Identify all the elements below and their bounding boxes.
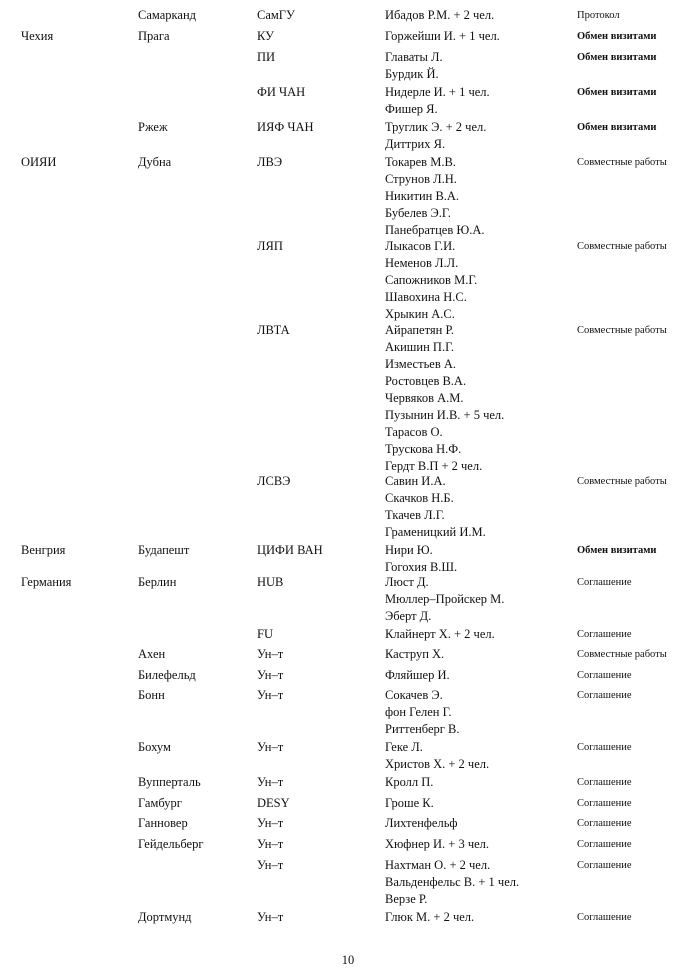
institute-cell: Ун–т [257,816,284,830]
person-name: Каструп Х. [385,647,445,661]
person-name: Сапожников М.Г. [385,273,478,287]
person-name: Эберт Д. [385,609,432,623]
person-name: Мюллер–Пройскер М. [385,592,505,606]
cooperation-form-cell: Обмен визитами [577,122,657,133]
person-name: Ростовцев В.А. [385,374,467,388]
country-cell: Германия [21,575,72,589]
cooperation-form-cell: Соглашение [577,690,632,701]
city-cell: Ржеж [138,120,168,134]
cooperation-form-cell: Соглашение [577,860,632,871]
people-cell [385,739,489,773]
institute-cell: СамГУ [257,8,295,22]
person-name: Никитин В.А. [385,189,460,203]
city-cell: Дубна [138,155,172,169]
country-cell: ОИЯИ [21,155,57,169]
person-name: Шавохина Н.С. [385,290,467,304]
person-name: Червяков А.М. [385,391,464,405]
cooperation-form-cell: Соглашение [577,777,632,788]
person-name: Токарев М.В. [385,155,456,169]
institute-cell: FU [257,627,273,641]
people-cell [385,626,495,643]
institute-cell: Ун–т [257,837,284,851]
city-cell: Бохум [138,740,171,754]
cooperation-form-cell: Соглашение [577,798,632,809]
people-cell [385,542,457,576]
cooperation-form-cell: Соглашение [577,839,632,850]
person-name: Акишин П.Г. [385,340,455,354]
city-cell: Самарканд [138,8,196,22]
person-name: Геке Л. [385,740,423,754]
cooperation-form-cell: Соглашение [577,742,632,753]
city-cell: Берлин [138,575,177,589]
people-cell [385,7,494,24]
people-cell [385,119,486,153]
country-cell: Венгрия [21,543,66,557]
page-number: 10 [341,953,355,967]
person-name: Фишер Я. [385,102,438,116]
institute-cell: Ун–т [257,858,284,872]
institute-cell: Ун–т [257,775,284,789]
cooperation-form-cell: Соглашение [577,629,632,640]
people-cell [385,857,519,908]
person-name: Айрапетян Р. [385,323,454,337]
person-name: Пузынин И.В. + 5 чел. [385,408,505,422]
person-name: Главаты Л. [385,50,443,64]
city-cell: Билефельд [138,668,196,682]
person-name: Лихтенфельф [385,816,458,830]
person-name: Неменов Л.Л. [385,256,459,270]
city-cell: Прага [138,29,170,43]
institute-cell: HUB [257,575,284,589]
institute-cell: ПИ [257,50,276,64]
person-name: Савин И.А. [385,474,446,488]
person-name: Диттрих Я. [385,137,446,151]
people-cell [385,154,485,239]
cooperation-form-cell: Обмен визитами [577,52,657,63]
city-cell: Вупперталь [138,775,201,789]
institute-cell: Ун–т [257,688,284,702]
person-name: Христов Х. + 2 чел. [385,757,490,771]
cooperation-form-cell: Соглашение [577,670,632,681]
institute-cell: ФИ ЧАН [257,85,306,99]
person-name: Кролл П. [385,775,434,789]
person-name: Вальденфельс В. + 1 чел. [385,875,520,889]
institute-cell: ЛВЭ [257,155,283,169]
people-cell [385,815,458,832]
city-cell: Будапешт [138,543,190,557]
city-cell: Дортмунд [138,910,192,924]
person-name: Нири Ю. [385,543,433,557]
institute-cell: ИЯФ ЧАН [257,120,314,134]
cooperation-form-cell: Обмен визитами [577,31,657,42]
person-name: фон Гелен Г. [385,705,452,719]
person-name: Бубелев Э.Г. [385,206,451,220]
person-name: Гердт В.П + 2 чел. [385,459,483,473]
people-cell [385,774,433,791]
cooperation-form-cell: Соглашение [577,818,632,829]
people-cell [385,646,444,663]
city-cell: Ахен [138,647,166,661]
cooperation-form-cell: Совместные работы [577,241,667,252]
people-cell [385,687,460,738]
person-name: Клайнерт Х. + 2 чел. [385,627,495,641]
country-cell: Чехия [21,29,54,43]
person-name: Панебратцев Ю.А. [385,223,485,237]
person-name: Фляйшер И. [385,668,450,682]
person-name: Люст Д. [385,575,429,589]
institute-cell: КУ [257,29,274,43]
institute-cell: ЛВТА [257,323,290,337]
people-cell [385,238,477,323]
cooperation-form-cell: Совместные работы [577,325,667,336]
person-name: Гогохия В.Ш. [385,560,458,574]
person-name: Лыкасов Г.И. [385,239,456,253]
people-cell [385,667,450,684]
city-cell: Гейдельберг [138,837,204,851]
cooperation-form-cell: Протокол [577,10,620,21]
people-cell [385,574,504,625]
cooperation-form-cell: Совместные работы [577,157,667,168]
institute-cell: ЦИФИ ВАН [257,543,323,557]
person-name: Сокачев Э. [385,688,443,702]
city-cell: Гамбург [138,796,182,810]
cooperation-form-cell: Обмен визитами [577,545,657,556]
city-cell: Бонн [138,688,165,702]
cooperation-form-cell: Совместные работы [577,476,667,487]
people-cell [385,473,486,541]
institute-cell: Ун–т [257,910,284,924]
people-cell [385,836,489,853]
person-name: Хюфнер И. + 3 чел. [385,837,490,851]
people-cell [385,49,443,83]
people-cell [385,795,434,812]
cooperation-form-cell: Соглашение [577,912,632,923]
person-name: Глюк М. + 2 чел. [385,910,475,924]
person-name: Хрыкин А.С. [385,307,455,321]
person-name: Нахтман О. + 2 чел. [385,858,491,872]
person-name: Тарасов О. [385,425,443,439]
person-name: Риттенберг В. [385,722,460,736]
person-name: Горжейши И. + 1 чел. [385,29,500,43]
person-name: Ибадов Р.М. + 2 чел. [385,8,495,22]
cooperation-form-cell: Соглашение [577,577,632,588]
institute-cell: Ун–т [257,647,284,661]
person-name: Граменицкий И.М. [385,525,486,539]
person-name: Верзе Р. [385,892,428,906]
person-name: Нидерле И. + 1 чел. [385,85,490,99]
people-cell [385,84,490,118]
institute-cell: DESY [257,796,290,810]
people-cell [385,322,504,475]
institute-cell: Ун–т [257,668,284,682]
institute-cell: Ун–т [257,740,284,754]
person-name: Гроше К. [385,796,434,810]
institute-cell: ЛСВЭ [257,474,291,488]
person-name: Скачков Н.Б. [385,491,454,505]
city-cell: Ганновер [138,816,188,830]
person-name: Струнов Л.Н. [385,172,457,186]
people-cell [385,909,474,926]
people-cell [385,28,500,45]
institute-cell: ЛЯП [257,239,283,253]
person-name: Изместьев А. [385,357,456,371]
person-name: Бурдик Й. [385,67,439,81]
person-name: Труглик Э. + 2 чел. [385,120,487,134]
person-name: Ткачев Л.Г. [385,508,445,522]
cooperation-form-cell: Обмен визитами [577,87,657,98]
cooperation-form-cell: Совместные работы [577,649,667,660]
person-name: Трускова Н.Ф. [385,442,462,456]
